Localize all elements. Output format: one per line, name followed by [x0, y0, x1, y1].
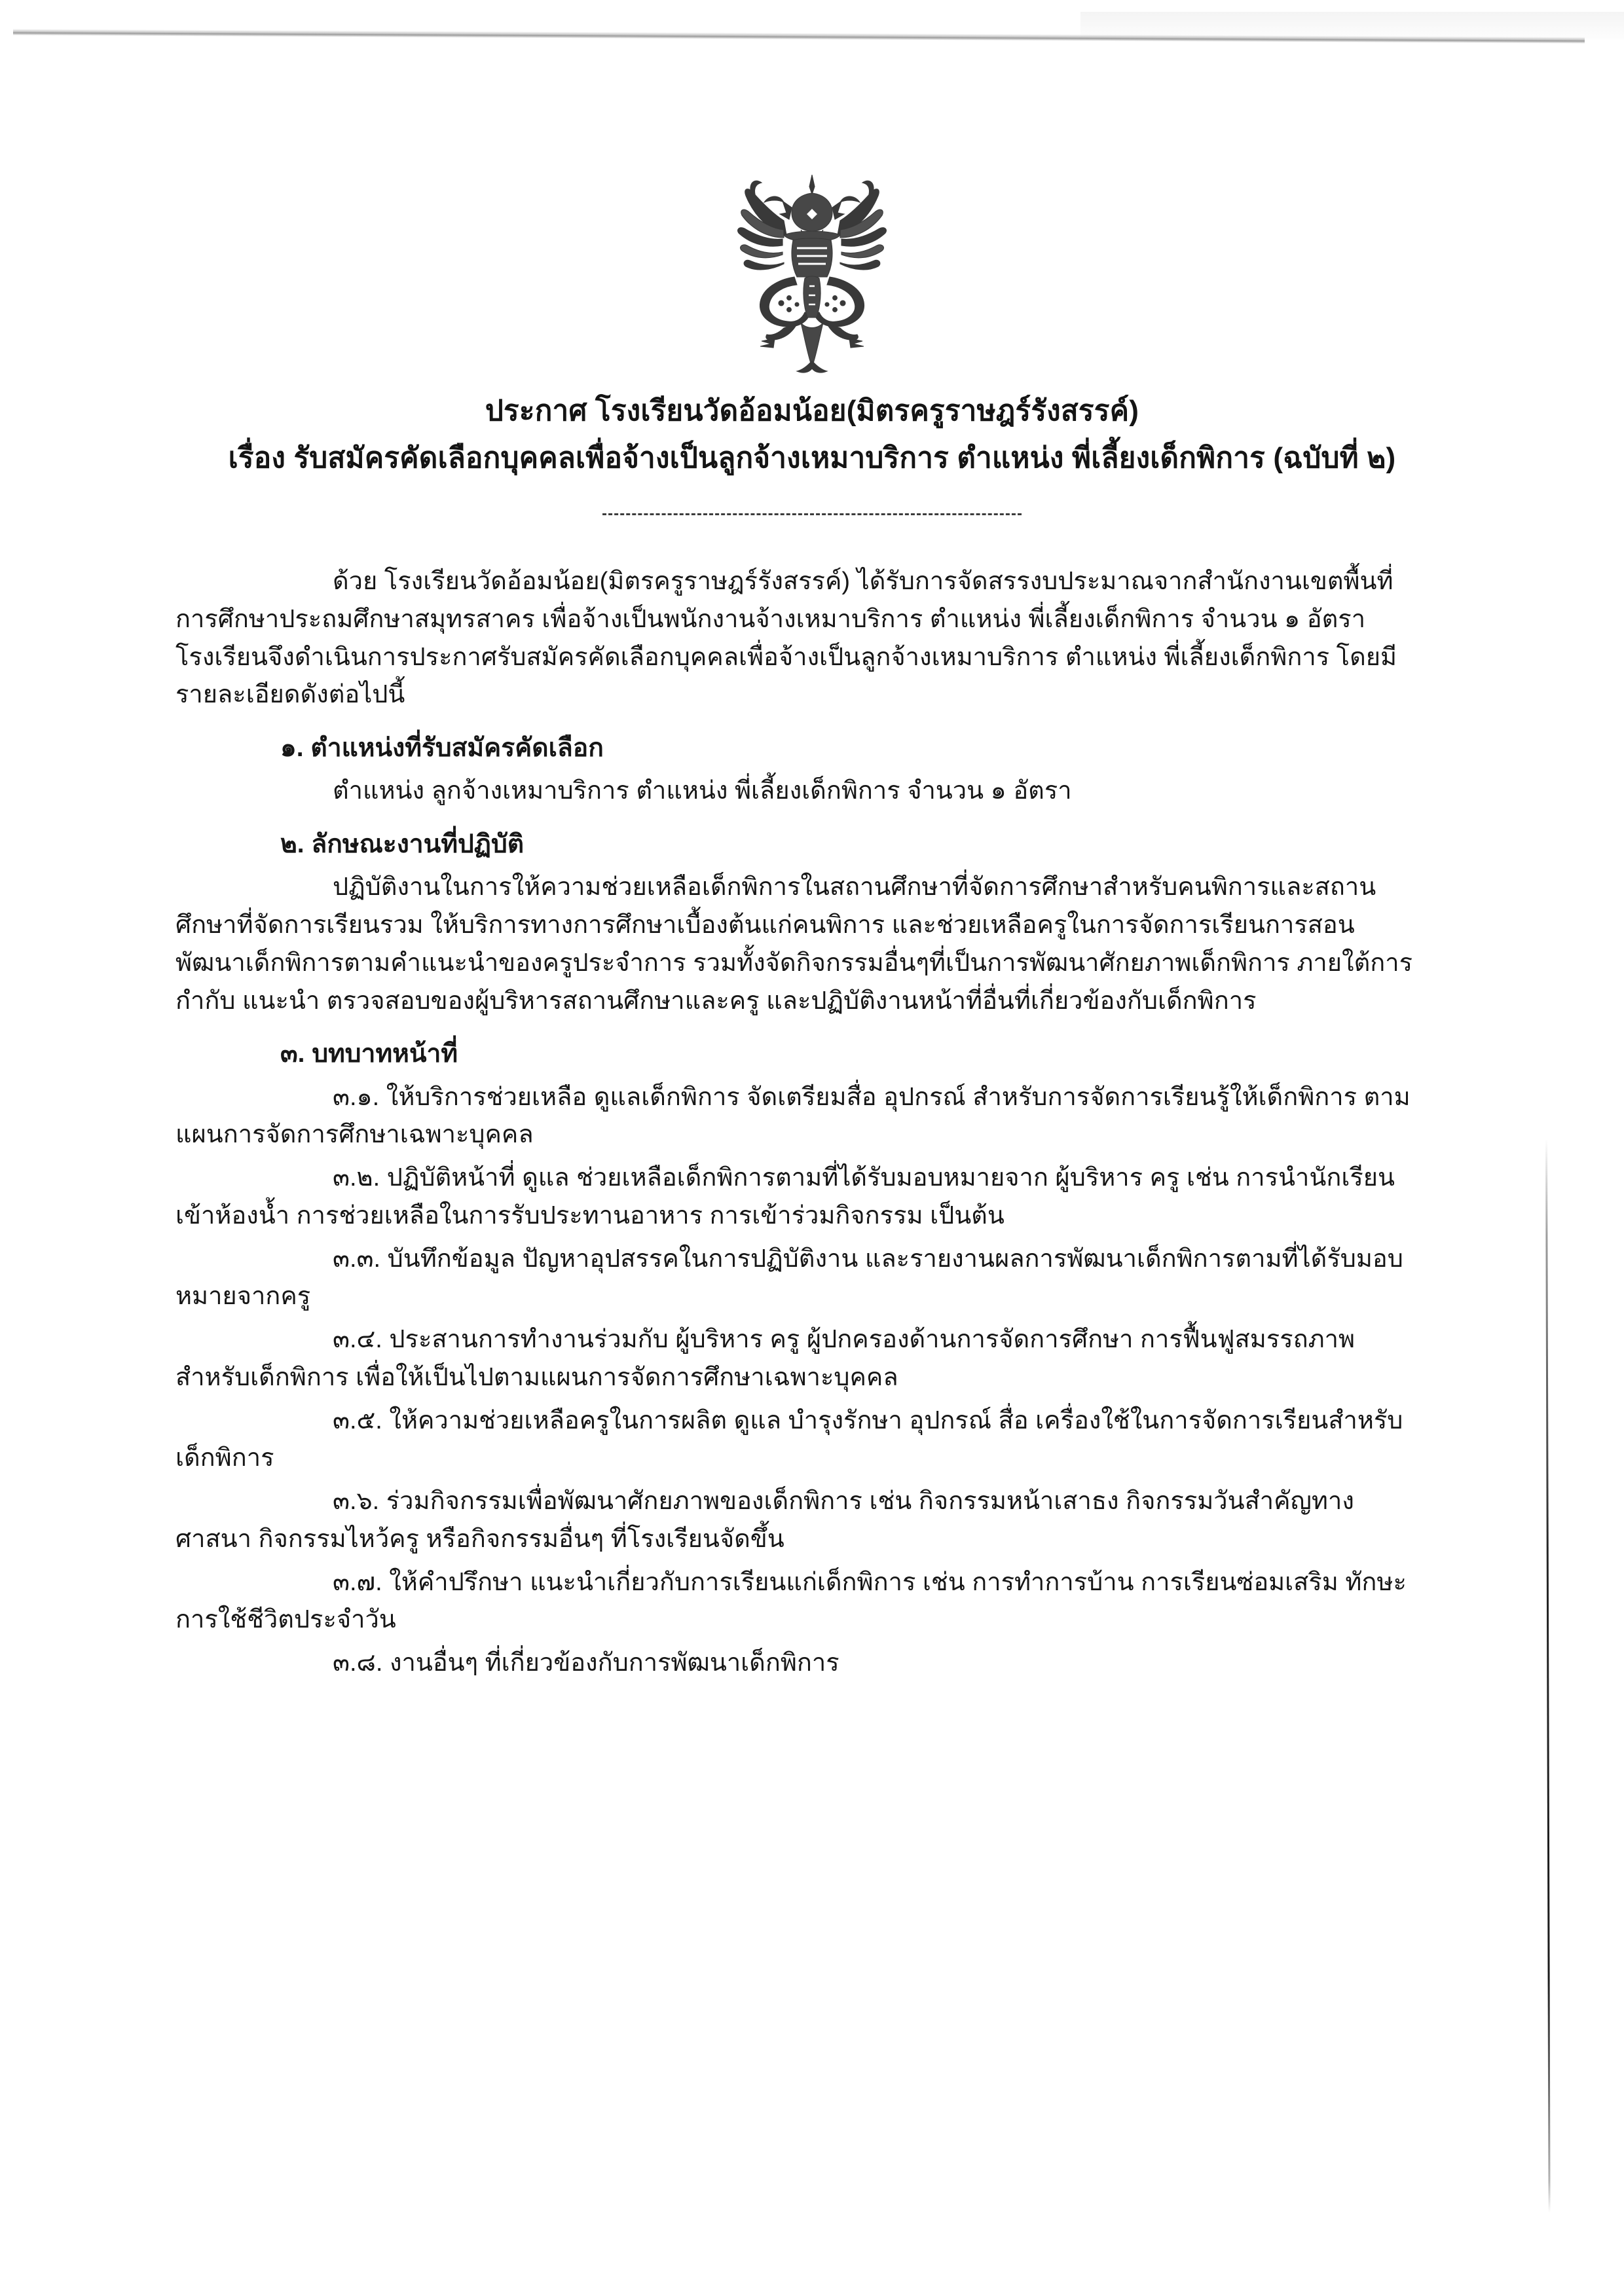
section-3-item-7: ๓.๗. ให้คำปรึกษา แนะนำเกี่ยวกับการเรียนแก่เด็กพิการ เช่น การทำการบ้าน การเรียนซ่อมเสริม ทักษะการใช้ชีวิตประจำวัน	[175, 1568, 1407, 1634]
page-subtitle: เรื่อง รับสมัครคัดเลือกบุคคลเพื่อจ้างเป็นลูกจ้างเหมาบริการ ตำแหน่ง พี่เลี้ยงเด็กพิการ (ฉบับที่ ๒)	[228, 442, 1396, 474]
section-3-item-5: ๓.๕. ให้ความช่วยเหลือครูในการผลิต ดูแล บำรุงรักษา อุปกรณ์ สื่อ เครื่องใช้ในการจัดการเรียนสำหรับเด็กพิการ	[175, 1406, 1403, 1472]
title-divider	[602, 513, 1022, 515]
section-3-item-4: ๓.๔. ประสานการทำงานร่วมกับ ผู้บริหาร ครู ผู้ปกครองด้านการจัดการศึกษา การฟื้นฟูสมรรถภาพสำหรับเด็กพิการ เพื่อให้เป็นไปตามแผนการจัดการศึกษาเฉพาะบุคคล	[175, 1326, 1356, 1391]
section-3-item-8: ๓.๘. งานอื่นๆ ที่เกี่ยวข้องกับการพัฒนาเด็กพิการ	[333, 1649, 840, 1677]
scan-top-edge-line	[13, 29, 1585, 44]
section-2-body: ปฏิบัติงานในการให้ความช่วยเหลือเด็กพิการในสถานศึกษาที่จัดการศึกษาสำหรับคนพิการและสถานศึกษาที่จัดการเรียนรวม ให้บริการทางการศึกษาเบื้องต้นแก่คนพิการ และช่วยเหลือครูในการจัดการเรียนการสอน พัฒนาเด็กพิการตามคำแนะนำของครูประจำการ รวมทั้งจัดกิจกรรมอื่นๆที่เป็นการพัฒนาศักยภาพเด็กพิการ ภายใต้การกำกับ แนะนำ ตรวจสอบของผู้บริหารสถานศึกษาและครู และปฏิบัติงานหน้าที่อื่นที่เกี่ยวข้องกับเด็กพิการ	[175, 873, 1413, 1015]
section-1-body: ตำแหน่ง ลูกจ้างเหมาบริการ ตำแหน่ง พี่เลี้ยงเด็กพิการ จำนวน ๑ อัตรา	[333, 777, 1072, 805]
section-3-item-1: ๓.๑. ให้บริการช่วยเหลือ ดูแลเด็กพิการ จัดเตรียมสื่อ อุปกรณ์ สำหรับการจัดการเรียนรู้ให้เด็กพิการ ตามแผนการจัดการศึกษาเฉพาะบุคคล	[175, 1083, 1411, 1149]
emblem-container	[0, 167, 1624, 383]
section-3-item-3: ๓.๓. บันทึกข้อมูล ปัญหาอุปสรรคในการปฏิบัติงาน และรายงานผลการพัฒนาเด็กพิการตามที่ได้รับมอบหมายจากครู	[175, 1245, 1403, 1311]
preamble-paragraph: ด้วย โรงเรียนวัดอ้อมน้อย(มิตรครูราษฎร์รังสรรค์) ได้รับการจัดสรรงบประมาณจากสำนักงานเขตพื้นที่การศึกษาประถมศึกษาสมุทรสาคร เพื่อจ้างเป็นพนักงานจ้างเหมาบริการ ตำแหน่ง พี่เลี้ยงเด็กพิการ จำนวน ๑ อัตรา โรงเรียนจึงดำเนินการประกาศรับสมัครคัดเลือกบุคคลเพื่อจ้างเป็นลูกจ้างเหมาบริการ ตำแหน่ง พี่เลี้ยงเด็กพิการ โดยมีรายละเอียดดังต่อไปนี้	[175, 568, 1397, 709]
section-3-heading: ๓. บทบาทหน้าที่	[280, 1040, 458, 1068]
section-3-item-2: ๓.๒. ปฏิบัติหน้าที่ ดูแล ช่วยเหลือเด็กพิการตามที่ได้รับมอบหมายจาก ผู้บริหาร ครู เช่น การนำนักเรียนเข้าห้องน้ำ การช่วยเหลือในการรับประทานอาหาร การเข้าร่วมกิจกรรม เป็นต้น	[175, 1164, 1395, 1230]
section-3-item-6: ๓.๖. ร่วมกิจกรรมเพื่อพัฒนาศักยภาพของเด็กพิการ เช่น กิจกรรมหน้าเสาธง กิจกรรมวันสำคัญทางศาสนา กิจกรรมไหว้ครู หรือกิจกรรมอื่นๆ ที่โรงเรียนจัดขึ้น	[175, 1487, 1354, 1553]
scan-right-edge-line	[1545, 1139, 1551, 2213]
document-body	[175, 563, 1420, 1688]
scan-top-fade	[1080, 12, 1624, 39]
section-2-heading: ๒. ลักษณะงานที่ปฏิบัติ	[280, 830, 525, 859]
garuda-emblem	[724, 167, 900, 383]
section-1-heading: ๑. ตำแหน่งที่รับสมัครคัดเลือก	[280, 734, 604, 762]
page-title: ประกาศ โรงเรียนวัดอ้อมน้อย(มิตรครูราษฎร์รังสรรค์)	[485, 395, 1139, 427]
